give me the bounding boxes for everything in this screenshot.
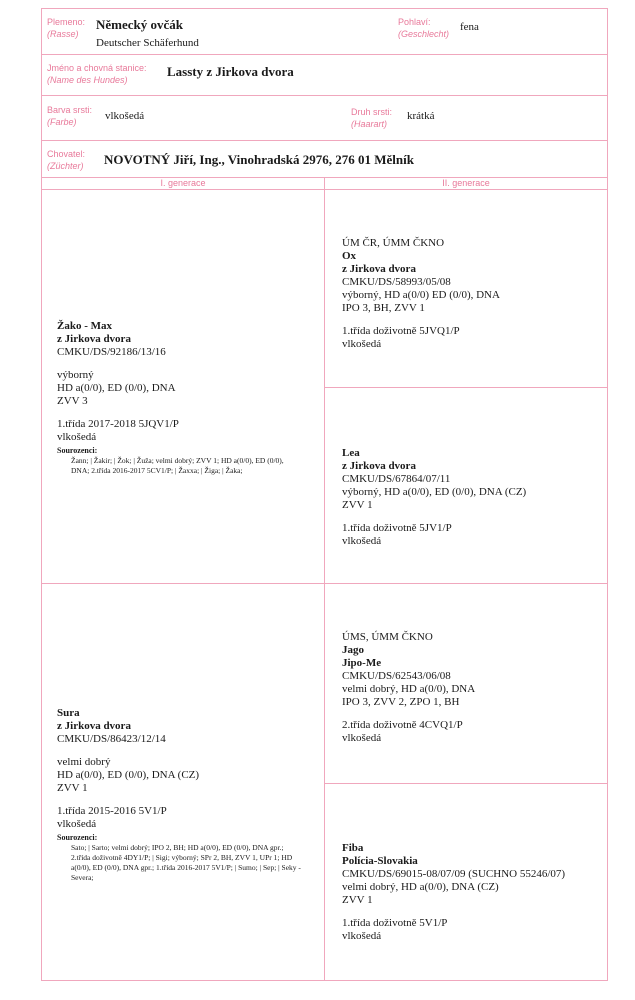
frame-bottom (41, 980, 608, 981)
sire-dam-color: vlkošedá (342, 535, 382, 547)
sire-reg: CMKU/DS/92186/13/16 (57, 346, 166, 358)
grandparents-divider-top (324, 387, 608, 388)
sire-name: Žako - Max (57, 320, 112, 332)
dam-sire-class: 2.třída doživotně 4CVQ1/P (342, 719, 463, 731)
dam-health: HD a(0/0), ED (0/0), DNA (CZ) (57, 769, 200, 781)
dam-sire-title: ÚMS, ÚMM ČKNO (342, 631, 433, 643)
breed-cz: Německý ovčák (96, 17, 184, 32)
dam-dam-reg: CMKU/DS/69015-08/07/09 (SUCHNO 55246/07) (342, 868, 566, 880)
dam-sire-work: IPO 3, ZVV 2, ZPO 1, BH (342, 696, 460, 708)
sire-kennel: z Jirkova dvora (57, 333, 131, 345)
grandparents-divider-bottom (324, 783, 608, 784)
sire-dam-class: 1.třída doživotně 5JV1/P (342, 522, 452, 534)
dam-dam-color: vlkošedá (342, 930, 382, 942)
dam-cell (57, 707, 317, 883)
dam-dam-health: velmi dobrý, HD a(0/0), DNA (CZ) (342, 881, 499, 893)
breed-label: Plemeno: (Rasse) (47, 17, 86, 39)
gen-second-label: II. generace (442, 178, 490, 188)
parents-divider (41, 583, 608, 584)
header-rule-3 (41, 140, 608, 141)
sire-dam-cell (342, 447, 602, 548)
dam-color: vlkošedá (57, 818, 97, 830)
dam-siblings-label: Sourozenci: (57, 833, 98, 842)
dam-sire-color: vlkošedá (342, 732, 382, 744)
color-value: vlkošedá (105, 110, 145, 122)
sire-dam-health: výborný, HD a(0/0), ED (0/0), DNA (CZ) (342, 486, 527, 498)
dam-rating: velmi dobrý (57, 756, 111, 768)
sire-siblings-label: Sourozenci: (57, 446, 98, 455)
frame-top (41, 8, 608, 9)
sire-dam-work: ZVV 1 (342, 499, 373, 511)
dam-sire-health: velmi dobrý, HD a(0/0), DNA (342, 683, 476, 695)
sire-sire-title: ÚM ČR, ÚMM ČKNO (342, 237, 445, 249)
sex-value: fena (460, 21, 479, 33)
sire-sire-name: Ox (342, 250, 357, 262)
sire-sire-work: IPO 3, BH, ZVV 1 (342, 302, 425, 314)
sire-class: 1.třída 2017-2018 5JQV1/P (57, 418, 179, 430)
dam-name: Sura (57, 707, 80, 719)
sire-sire-reg: CMKU/DS/58993/05/08 (342, 276, 451, 288)
dam-dam-name: Fiba (342, 842, 364, 854)
dam-dam-work: ZVV 1 (342, 894, 373, 906)
header-rule-2 (41, 95, 608, 96)
sire-sire-color: vlkošedá (342, 338, 382, 350)
dam-sire-kennel: Jipo-Me (342, 657, 382, 669)
sire-health: HD a(0/0), ED (0/0), DNA (57, 382, 176, 394)
sire-siblings: Žann; | Žakir; | Žok; | Žuža; velmi dobrý; ZVV 1; HD a(0/0), ED (0/0), DNA; 2.třída 2016-2017 5CV1/P; | Žaxxa; | Žiga; | Žaka; (71, 456, 284, 475)
coat-label: Druh srsti: (Haarart) (351, 107, 393, 129)
sire-rating: výborný (57, 369, 94, 381)
dam-dam-cell (342, 842, 604, 943)
sire-dam-kennel: z Jirkova dvora (342, 460, 416, 472)
dam-kennel: z Jirkova dvora (57, 720, 131, 732)
dam-dam-kennel: Polícia-Slovakia (342, 855, 418, 867)
dam-zvv: ZVV 1 (57, 782, 88, 794)
gen-first-label: I. generace (160, 178, 206, 188)
sire-sire-cell (342, 237, 602, 351)
dam-sire-reg: CMKU/DS/62543/06/08 (342, 670, 451, 682)
color-label: Barva srsti: (Farbe) (47, 105, 93, 127)
coat-value: krátká (407, 110, 435, 122)
sire-sire-health: výborný, HD a(0/0) ED (0/0), DNA (342, 289, 500, 301)
sire-sire-kennel: z Jirkova dvora (342, 263, 416, 275)
dam-siblings: Sato; | Sarto; velmi dobrý; IPO 2, BH; HD a(0/0), ED (0/0), DNA gpr.; 2.třída doživotně 4DY1/P; | Sigi; výborný; SPr 2, BH, ZVV 1, UPr 1; HD a(0/0), ED (0/0), DNA gpr.; 1.třída 2016-2017 5V1/P; | Sumo; | Sep; | Seky - Severa; (71, 843, 301, 882)
sire-dam-reg: CMKU/DS/67864/07/11 (342, 473, 451, 485)
breeder-label: Chovatel: (Züchter) (47, 149, 86, 171)
breeder-value: NOVOTNÝ Jiří, Ing., Vinohradská 2976, 276 01 Mělník (104, 152, 414, 167)
sire-sire-class: 1.třída doživotně 5JVQ1/P (342, 325, 460, 337)
gen-divider (324, 177, 325, 980)
dog-name: Lassty z Jirkova dvora (167, 64, 294, 79)
name-label: Jméno a chovná stanice: (Name des Hundes) (47, 63, 147, 85)
breed-de: Deutscher Schäferhund (96, 37, 199, 49)
sire-zvv: ZVV 3 (57, 395, 88, 407)
dam-sire-name: Jago (342, 644, 364, 656)
header-rule-1 (41, 54, 608, 55)
dam-sire-cell (342, 631, 602, 745)
sex-label: Pohlaví: (Geschlecht) (398, 17, 450, 39)
frame-left (41, 8, 42, 980)
dam-dam-class: 1.třída doživotně 5V1/P (342, 917, 448, 929)
sire-cell (57, 320, 317, 476)
dam-class: 1.třída 2015-2016 5V1/P (57, 805, 167, 817)
frame-right (607, 8, 608, 980)
sire-color: vlkošedá (57, 431, 97, 443)
dam-reg: CMKU/DS/86423/12/14 (57, 733, 166, 745)
sire-dam-name: Lea (342, 447, 360, 459)
